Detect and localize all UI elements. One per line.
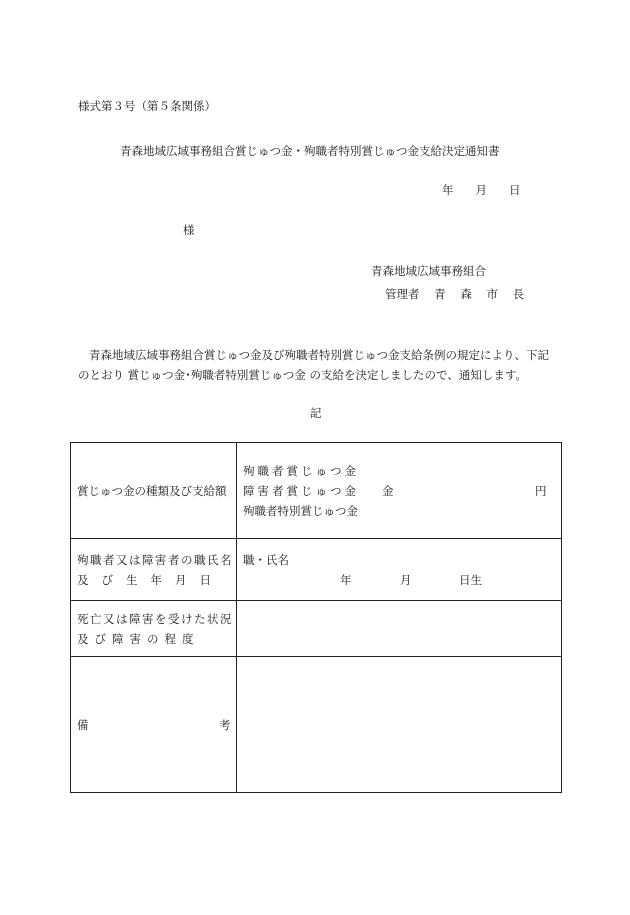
sender-name-part: 森 [460,287,472,301]
label-cell [71,539,237,601]
label-cell [71,657,237,793]
row-label-name-line2: 及び生年月日 [77,573,224,587]
date-month: 月 [475,183,487,197]
table-row-type-amount [71,443,562,539]
table-row-remarks [71,657,562,793]
document-title: 青森地域広域事務組合賞じゅつ金・殉職者特別賞じゅつ金支給決定通知書 [120,144,500,158]
currency-unit: 円 [535,484,547,498]
birth-year-label: 年 [340,573,352,587]
value-cell-remarks [237,657,562,793]
form-number: 様式第３号（第５条関係） [78,99,216,113]
notice-mark: 記 [310,406,322,420]
birth-day-label: 日生 [459,573,482,587]
date-day: 日 [509,183,521,197]
value-cell-type-amount [237,443,562,539]
birth-month-label: 月 [400,573,412,587]
sender-position: 管理者 [385,287,420,301]
amount-label: 金 [382,484,394,498]
value-cell-circumstances [237,601,562,657]
sender-name-part: 青 [434,287,446,301]
table-row-circumstances [71,601,562,657]
body-paragraph: 青森地域広域事務組合賞じゅつ金及び殉職者特別賞じゅつ金支給条例の規定により、下記のとおり 賞じゅつ金･殉職者特別賞じゅつ金 の支給を決定しましたので、通知します。 [78,348,549,382]
row-label-type-amount: 賞じゅつ金の種類及び支給額 [77,484,227,498]
sender-name-part: 長 [512,287,525,301]
row-label-circumstances-line2: 及び障害の程度 [77,632,200,646]
table-row-name-birth [71,539,562,601]
sender-organization: 青森地域広域事務組合 [371,264,486,278]
remarks-label-left: 備 [77,718,89,732]
position-name-label: 職・氏名 [243,553,289,567]
remarks-label-right: 考 [219,718,231,732]
details-table [70,442,562,793]
label-cell [71,443,237,539]
date-year: 年 [442,183,454,197]
addressee-honorific: 様 [183,223,195,237]
value-cell-name-birth [237,539,562,601]
option-disabled-award: 障害者賞じゅつ金 [243,484,359,498]
option-deceased-award: 殉職者賞じゅつ金 [243,464,359,478]
label-cell [71,601,237,657]
row-label-circumstances-line1: 死亡又は障害を受けた状況 [77,612,233,626]
sender-name-part: 市 [486,287,498,301]
row-label-name-line1: 殉職者又は障害者の職氏名 [77,553,233,567]
option-special-award: 殉職者特別賞じゅつ金 [243,504,358,518]
issue-date [442,182,521,198]
sender-title [385,286,535,302]
